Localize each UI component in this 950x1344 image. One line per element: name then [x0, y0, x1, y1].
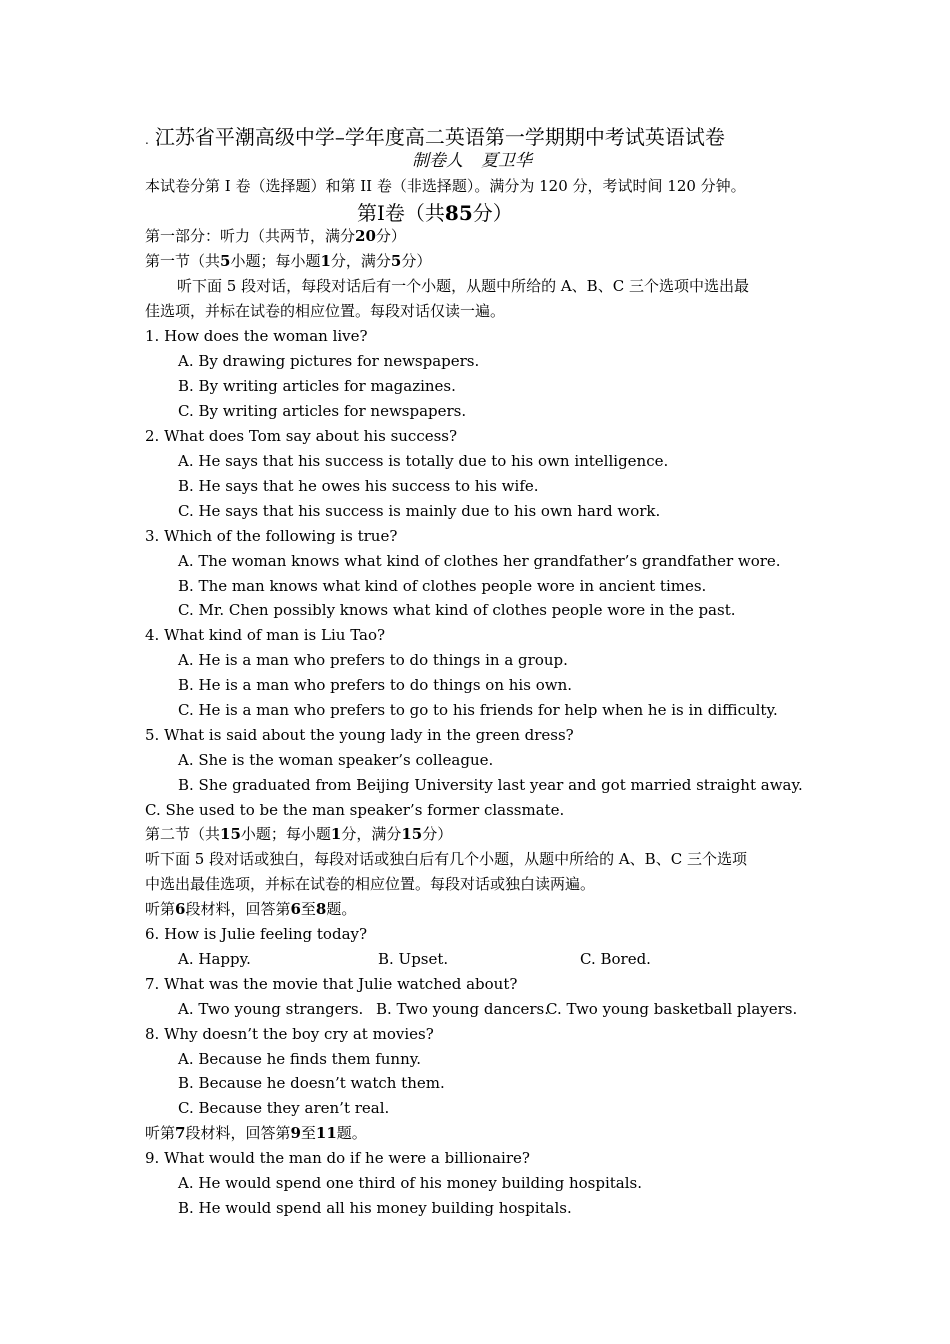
section2-instruction-2: 中选出最佳选项，并标在试卷的相应位置。每段对话或独白读两遍。 [145, 875, 596, 893]
m6-p3: 至 [300, 900, 316, 918]
q5-option-b: B. She graduated from Beijing University last year and got married straight away. [178, 776, 803, 794]
q9-option-a: A. He would spend one third of his money building hospitals. [178, 1174, 642, 1192]
material-7-heading [145, 1123, 367, 1143]
q8-option-c: C. Because they aren’t real. [178, 1099, 390, 1117]
sec2-n1: 15 [220, 825, 241, 843]
title-marker: . [145, 133, 149, 147]
q8-option-b: B. Because he doesn’t watch them. [178, 1074, 445, 1092]
q4-option-c: C. He is a man who prefers to go to his friends for help when he is in difficulty. [178, 701, 778, 719]
sec1-p3: 分，满分 [330, 252, 391, 270]
q5-option-c: C. She used to be the man speaker’s former classmate. [145, 801, 565, 819]
section1-instruction-2: 佳选项，并标在试卷的相应位置。每段对话仅读一遍。 [145, 302, 506, 320]
q5-option-a: A. She is the woman speaker’s colleague. [178, 751, 494, 769]
q7-option-a: A. Two young strangers. [178, 1000, 364, 1018]
sec1-p4: 分） [401, 252, 432, 270]
m7-p1: 听第 [145, 1124, 176, 1142]
q2-option-a: A. He says that his success is totally due to his own intelligence. [178, 452, 669, 470]
sec1-n3: 5 [390, 252, 402, 270]
m7-p2: 段材料，回答第 [185, 1124, 291, 1142]
part1-heading [145, 226, 406, 246]
sec1-p2: 小题；每小题 [230, 252, 321, 270]
m7-n2: 9 [290, 1124, 301, 1142]
q6-option-b: B. Upset. [378, 950, 449, 968]
volume-heading [357, 200, 513, 226]
sec2-n3: 15 [401, 825, 423, 843]
section2-instruction-1: 听下面 5 段对话或独白，每段对话或独白后有几个小题，从题中所给的 A、B、C 三个选项 [145, 850, 747, 868]
m6-p1: 听第 [145, 900, 176, 918]
material-6-heading [145, 899, 356, 919]
volume-score: 85 [444, 201, 473, 225]
sec2-p2: 小题；每小题 [240, 825, 331, 843]
q3-option-a: A. The woman knows what kind of clothes her grandfather’s grandfather wore. [178, 552, 781, 570]
section2-heading [145, 824, 452, 844]
q8-option-a: A. Because he finds them funny. [178, 1050, 421, 1068]
q9-option-b: B. He would spend all his money building hospitals. [178, 1199, 572, 1217]
q7-options-row [0, 999, 950, 1019]
q6-option-a: A. Happy. [178, 950, 251, 968]
q1-option-a: A. By drawing pictures for newspapers. [178, 352, 480, 370]
part1-score: 20 [355, 227, 376, 245]
part1-pre: 第一部分：听力（共两节，满分 [145, 227, 356, 245]
q6-options-row [0, 949, 950, 969]
m6-n2: 6 [290, 900, 301, 918]
question-4: 4. What kind of man is Liu Tao? [145, 626, 386, 644]
m7-p3: 至 [300, 1124, 316, 1142]
sec2-n2: 1 [330, 825, 342, 843]
question-8: 8. Why doesn’t the boy cry at movies? [145, 1025, 434, 1043]
m6-n1: 6 [175, 900, 186, 918]
m6-p2: 段材料，回答第 [185, 900, 291, 918]
volume-post: 分） [472, 201, 513, 225]
m6-n3: 8 [315, 900, 327, 918]
exam-title [145, 124, 725, 153]
question-3: 3. Which of the following is true? [145, 527, 398, 545]
sec2-p1: 第二节（共 [145, 825, 221, 843]
q1-option-c: C. By writing articles for newspapers. [178, 402, 467, 420]
question-1: 1. How does the woman live? [145, 327, 368, 345]
volume-pre: 第Ⅰ卷（共 [357, 201, 445, 225]
m6-p4: 题。 [326, 900, 357, 918]
section1-instruction-1: 听下面 5 段对话，每段对话后有一个小题，从题中所给的 A、B、C 三个选项中选出最 [177, 277, 749, 295]
part1-post: 分） [375, 227, 406, 245]
q1-option-b: B. By writing articles for magazines. [178, 377, 456, 395]
q4-option-b: B. He is a man who prefers to do things on his own. [178, 676, 572, 694]
question-7: 7. What was the movie that Julie watched about? [145, 975, 518, 993]
question-9: 9. What would the man do if he were a billionaire? [145, 1149, 530, 1167]
section1-heading [145, 251, 431, 271]
question-5: 5. What is said about the young lady in the green dress? [145, 726, 574, 744]
author-label: 制卷人 [412, 151, 463, 171]
intro-text: 本试卷分第 I 卷（选择题）和第 II 卷（非选择题）。满分为 120 分，考试时间 120 分钟。 [145, 177, 746, 195]
question-2: 2. What does Tom say about his success? [145, 427, 458, 445]
m7-p4: 题。 [336, 1124, 367, 1142]
m7-n1: 7 [175, 1124, 186, 1142]
q6-option-c: C. Bored. [580, 950, 651, 968]
question-6: 6. How is Julie feeling today? [145, 925, 368, 943]
q2-option-b: B. He says that he owes his success to his wife. [178, 477, 539, 495]
author-line [412, 151, 550, 171]
sec1-n1: 5 [220, 252, 231, 270]
sec1-p1: 第一节（共 [145, 252, 221, 270]
sec2-p3: 分，满分 [341, 825, 402, 843]
title-text: 江苏省平潮高级中学–学年度高二英语第一学期期中考试英语试卷 [154, 125, 725, 149]
q4-option-a: A. He is a man who prefers to do things in a group. [178, 651, 568, 669]
q3-option-c: C. Mr. Chen possibly knows what kind of clothes people wore in the past. [178, 601, 736, 619]
q3-option-b: B. The man knows what kind of clothes people wore in ancient times. [178, 577, 707, 595]
q7-option-c: C. Two young basketball players. [546, 1000, 798, 1018]
sec2-p4: 分） [422, 825, 453, 843]
author-name: 夏卫华 [481, 151, 532, 171]
q7-option-b: B. Two young dancers. [376, 1000, 549, 1018]
sec1-n2: 1 [320, 252, 331, 270]
m7-n3: 11 [315, 1124, 337, 1142]
q2-option-c: C. He says that his success is mainly due to his own hard work. [178, 502, 661, 520]
